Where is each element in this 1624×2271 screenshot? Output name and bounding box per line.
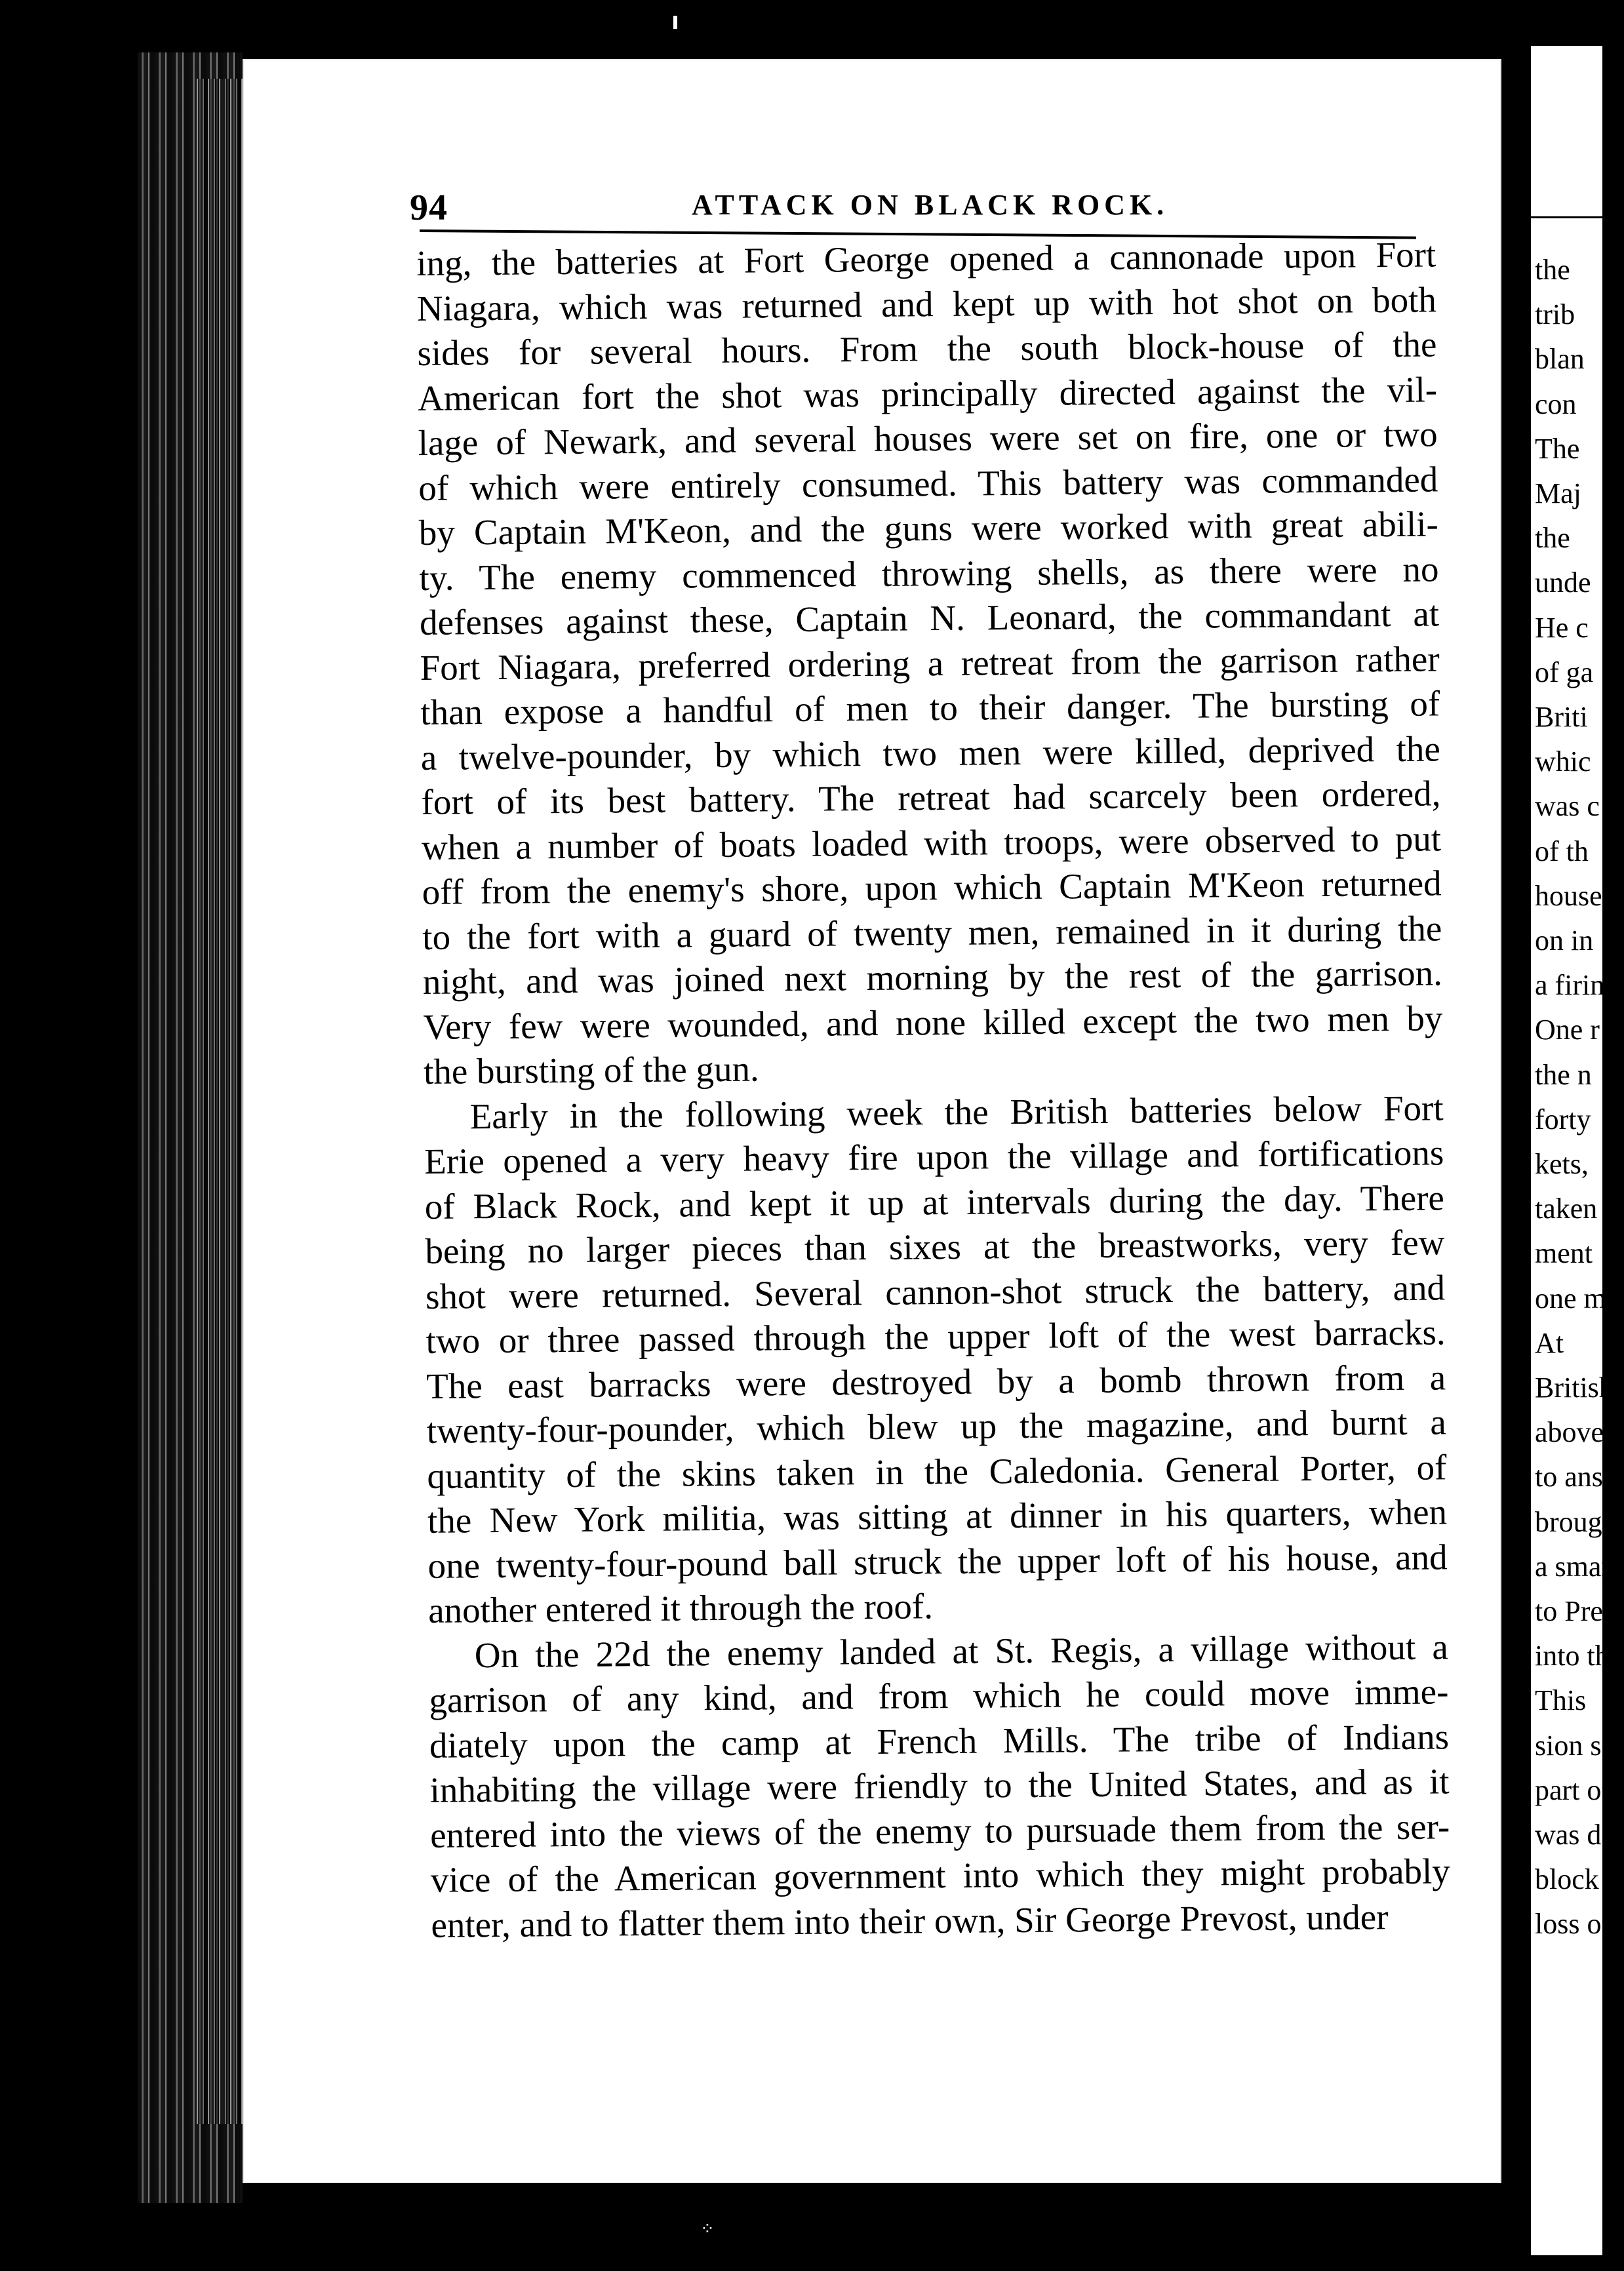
text-line: defenses against these, Captain N. Leonard, the commandant at bbox=[419, 593, 1440, 642]
text-line: off from the enemy's shore, upon which Captain M'Keon returned bbox=[422, 863, 1442, 912]
facing-page-header-rule bbox=[1531, 216, 1602, 218]
facing-page-line: to Pres bbox=[1535, 1595, 1614, 1627]
facing-page-line: was def bbox=[1535, 1819, 1624, 1851]
text-line: enter, and to flatter them into their own, Sir George Prevost, under bbox=[431, 1896, 1389, 1945]
facing-page-line: of ga bbox=[1535, 656, 1594, 688]
facing-page-line: block h bbox=[1535, 1863, 1621, 1896]
facing-page-line: One r bbox=[1535, 1014, 1600, 1046]
facing-page-line: part of bbox=[1535, 1773, 1612, 1806]
facing-page-line: He c bbox=[1535, 611, 1589, 644]
text-line: of which were entirely consumed. This battery was commanded bbox=[418, 458, 1438, 508]
text-line: entered into the views of the enemy to pursuade them from the ser- bbox=[429, 1806, 1450, 1855]
facing-page-line: of th bbox=[1535, 835, 1589, 867]
text-line: inhabiting the village were friendly to the United States, and as it bbox=[429, 1761, 1450, 1810]
text-line: Early in the following week the British batteries below Fort bbox=[469, 1087, 1444, 1136]
facing-page-line: the bbox=[1535, 254, 1570, 286]
text-line: ty. The enemy commenced throwing shells, as there were no bbox=[419, 548, 1439, 598]
facing-page-line: a firin bbox=[1535, 969, 1605, 1002]
text-line: Fort Niagara, preferred ordering a retreat from the garrison rather bbox=[420, 638, 1440, 688]
text-line: shot were returned. Several cannon-shot struck the battery, and bbox=[425, 1267, 1446, 1316]
facing-page-line: taken bbox=[1535, 1193, 1598, 1225]
text-line: Very few were wounded, and none killed except the two men by bbox=[423, 997, 1443, 1047]
text-line: of Black Rock, and kept it up at intervals during the day. There bbox=[424, 1177, 1445, 1227]
body-text bbox=[416, 232, 1451, 1947]
text-line: two or three passed through the upper loft of the west barracks. bbox=[426, 1312, 1446, 1361]
facing-page-line: con bbox=[1535, 387, 1577, 420]
text-line: the bursting of the gun. bbox=[423, 1048, 760, 1092]
facing-page-line: one m bbox=[1535, 1282, 1606, 1314]
facing-page-line: a smar bbox=[1535, 1550, 1612, 1583]
text-line: diately upon the camp at French Mills. The tribe of Indians bbox=[429, 1716, 1450, 1766]
text-line: quantity of the skins taken in the Caledonia. General Porter, of bbox=[427, 1446, 1447, 1496]
facing-page-line: on in bbox=[1535, 924, 1594, 957]
facing-page-line: the bbox=[1535, 522, 1570, 555]
facing-page-line: ment bbox=[1535, 1237, 1593, 1270]
text-line: the New York militia, was sitting at dinner in his quarters, when bbox=[427, 1491, 1448, 1541]
page-header bbox=[410, 187, 1416, 233]
facing-page-line: forty bbox=[1535, 1103, 1591, 1136]
facing-page-line: into the bbox=[1535, 1640, 1623, 1672]
facing-page-line: At bbox=[1535, 1326, 1564, 1359]
running-head: ATTACK ON BLACK ROCK. bbox=[692, 189, 1169, 221]
text-line: by Captain M'Keon, and the guns were worked with great abili- bbox=[418, 504, 1439, 553]
text-line: than expose a handful of men to their danger. The bursting of bbox=[420, 683, 1440, 732]
facing-page-line: This bbox=[1535, 1684, 1587, 1717]
facing-page-line: house bbox=[1535, 879, 1602, 912]
text-line: Niagara, which was returned and kept up with hot shot on both bbox=[416, 279, 1437, 328]
text-line: sides for several hours. From the south block-house of the bbox=[417, 324, 1437, 373]
facing-page-line: unde bbox=[1535, 566, 1591, 599]
text-line: garrison of any kind, and from which he could move imme- bbox=[429, 1671, 1449, 1720]
page-number: 94 bbox=[410, 188, 448, 228]
text-line: Erie opened a very heavy fire upon the village and fortifications bbox=[424, 1132, 1444, 1181]
facing-page-line: Briti bbox=[1535, 701, 1588, 733]
scan-mark-top bbox=[673, 16, 677, 29]
text-line: another entered it through the roof. bbox=[427, 1586, 934, 1630]
facing-page-line: sion se bbox=[1535, 1729, 1614, 1762]
text-line: On the 22d the enemy landed at St. Regis, a village without a bbox=[474, 1626, 1449, 1675]
facing-page-line: loss of bbox=[1535, 1908, 1612, 1941]
text-line: ing, the batteries at Fort George opened a cannonade upon Fort bbox=[416, 234, 1436, 283]
text-line: when a number of boats loaded with troops, were observed to put bbox=[421, 818, 1442, 867]
facing-page-line: The bbox=[1535, 432, 1580, 465]
text-line: twenty-four-pounder, which blew up the magazine, and burnt a bbox=[426, 1402, 1447, 1451]
facing-page-line: blan bbox=[1535, 343, 1585, 376]
facing-page-line: the n bbox=[1535, 1058, 1592, 1091]
text-line: American fort the shot was principally directed against the vil- bbox=[417, 368, 1438, 418]
facing-page-line: to answ bbox=[1535, 1461, 1624, 1493]
text-line: vice of the American government into which they might probably bbox=[430, 1851, 1451, 1900]
text-line: a twelve-pounder, by which two men were killed, deprived the bbox=[420, 728, 1441, 778]
text-line: The east barracks were destroyed by a bomb thrown from a bbox=[426, 1356, 1446, 1406]
facing-page-line: was c bbox=[1535, 790, 1600, 823]
facing-page-line: brough bbox=[1535, 1505, 1617, 1538]
facing-page-line: above bbox=[1535, 1416, 1604, 1449]
facing-page-fragment bbox=[1531, 46, 1624, 2255]
text-line: fort of its best battery. The retreat had scarcely been ordered, bbox=[421, 773, 1441, 822]
facing-page-line: British bbox=[1535, 1372, 1614, 1404]
text-line: one twenty-four-pound ball struck the upper loft of his house, and bbox=[427, 1536, 1448, 1586]
facing-page-line: kets, bbox=[1535, 1148, 1589, 1180]
facing-page-line: trib bbox=[1535, 298, 1575, 331]
text-line: night, and was joined next morning by the rest of the garrison. bbox=[422, 953, 1443, 1002]
scan-mark-bottom: ⁘ bbox=[700, 2219, 715, 2238]
text-line: to the fort with a guard of twenty men, remained in it during the bbox=[422, 907, 1442, 957]
text-line: lage of Newark, and several houses were set on fire, one or two bbox=[418, 414, 1438, 463]
facing-page-line: whic bbox=[1535, 745, 1591, 778]
text-line: being no larger pieces than sixes at the breastworks, very few bbox=[425, 1222, 1445, 1271]
facing-page-line: Maj bbox=[1535, 477, 1581, 509]
